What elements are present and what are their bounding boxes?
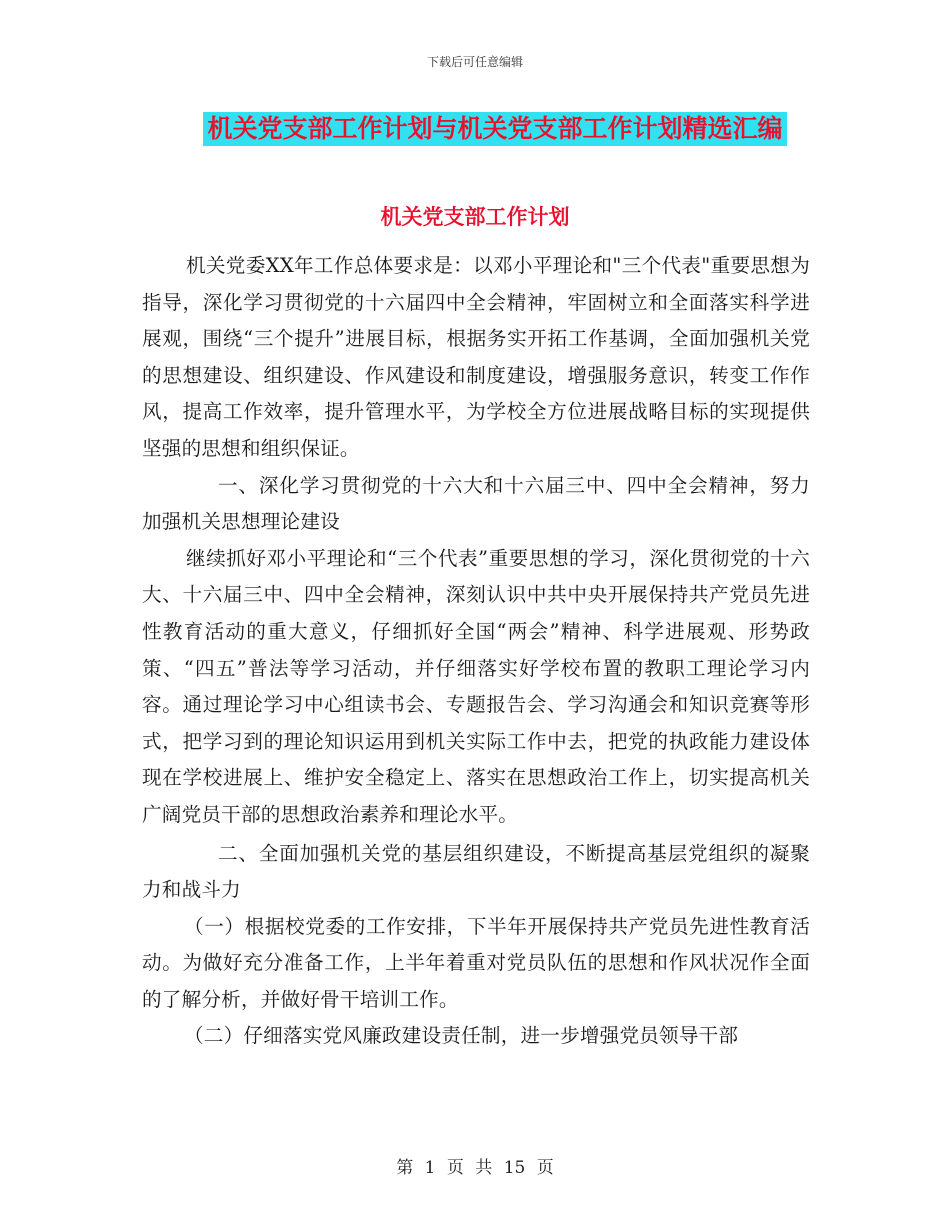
paragraph-item-2: （二）仔细落实党风廉政建设责任制，进一步增强党员领导干部 xyxy=(184,1024,739,1048)
heading-section-1: 一、深化学习贯彻党的十六大和十六届三中、四中全会精神，努力加强机关思想理论建设 xyxy=(142,473,810,534)
document-body xyxy=(142,248,810,1055)
main-title-container xyxy=(0,112,950,146)
paragraph-item-1: （一）根据校党委的工作安排，下半年开展保持共产党员先进性教育活动。为做好充分准备工作，上半年着重对党员队伍的思想和作风状况作全面的了解分析，并做好骨干培训工作。 xyxy=(142,914,810,1011)
paragraph-intro: 机关党委XX年工作总体要求是：以邓小平理论和"三个代表"重要思想为指导，深化学习贯彻党的十六届四中全会精神，牢固树立和全面落实科学进展观，围绕“三个提升”进展目标，根据务实开拓工作基调，全面加强机关党的思想建设、组织建设、作风建设和制度建设，增强服务意识，转变工作作风，提高工作效率，提升管理水平，为学校全方位进展战略目标的实现提供坚强的思想和组织保证。 xyxy=(142,254,810,460)
document-main-title: 机关党支部工作计划与机关党支部工作计划精选汇编 xyxy=(203,112,786,146)
page-header-note: 下载后可任意编辑 xyxy=(426,55,523,69)
page-number-footer: 第 1 页 共 15 页 xyxy=(396,1158,554,1178)
paragraph-section-1: 继续抓好邓小平理论和“三个代表”重要思想的学习，深化贯彻党的十六大、十六届三中、四中全会精神，深刻认识中共中央开展保持共产党员先进性教育活动的重大意义，仔细抓好全国“两会”精神、科学进展观、形势政策、“四五”普法等学习活动，并仔细落实好学校布置的教职工理论学习内容。通过理论学习中心组读书会、专题报告会、学习沟通会和知识竞赛等形式，把学习到的理论知识运用到机关实际工作中去，把党的执政能力建设体现在学校进展上、维护安全稳定上、落实在思想政治工作上，切实提高机关广阔党员干部的思想政治素养和理论水平。 xyxy=(142,546,810,826)
heading-section-2: 二、全面加强机关党的基层组织建设，不断提高基层党组织的凝聚力和战斗力 xyxy=(142,841,810,902)
section-title: 机关党支部工作计划 xyxy=(380,205,570,229)
